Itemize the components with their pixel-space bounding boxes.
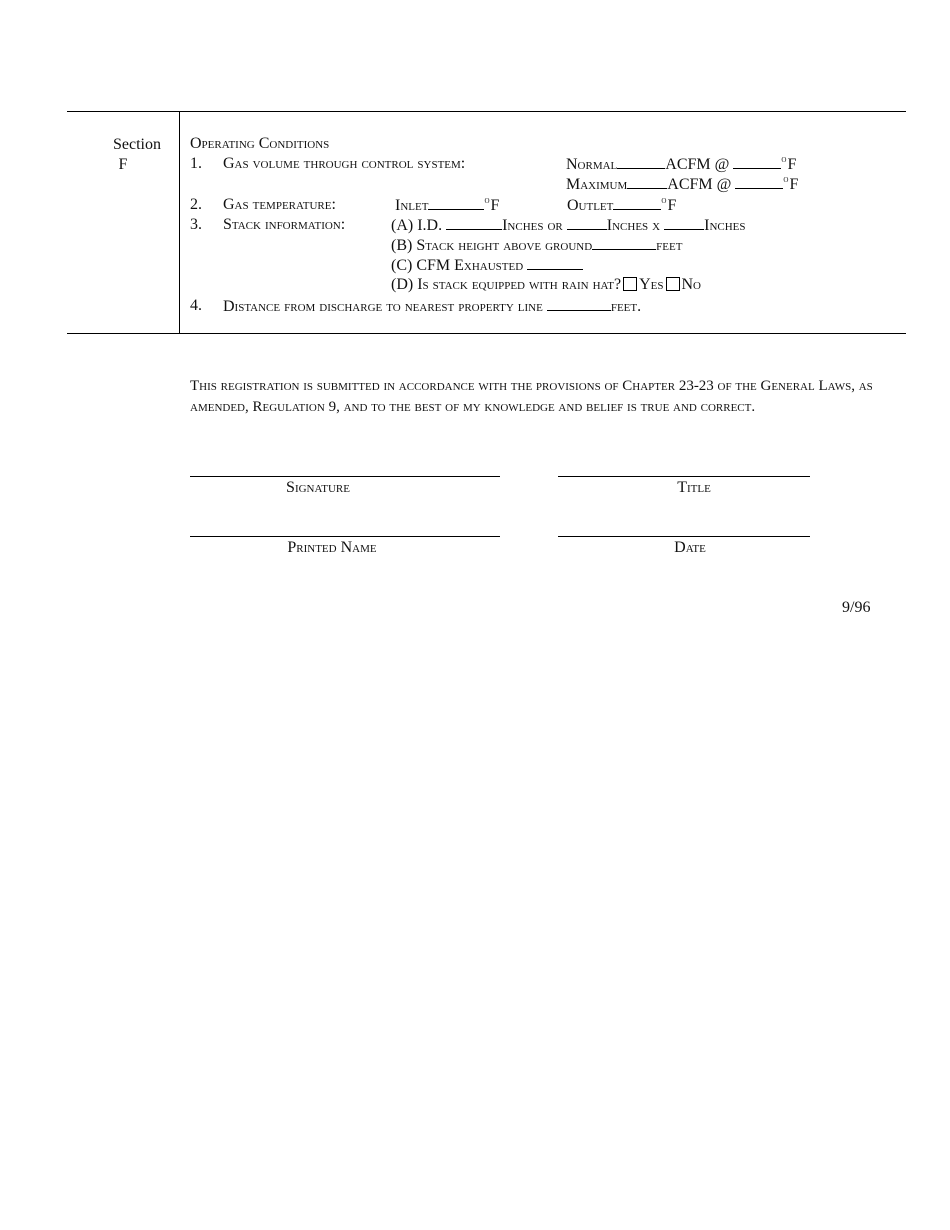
date-line[interactable] <box>558 536 810 537</box>
distance-unit: feet. <box>610 298 642 315</box>
rain-hat-yes-checkbox[interactable] <box>623 277 637 291</box>
stack-information-label: Stack information: <box>223 216 346 233</box>
gas-temperature-label: Gas temperature: <box>223 196 336 213</box>
stack-id-diameter-field[interactable] <box>446 216 502 230</box>
inlet-temp-field[interactable] <box>428 196 484 210</box>
title-line[interactable] <box>558 476 810 477</box>
item-4-number: 4. <box>190 297 202 314</box>
normal-degree-sign: o <box>781 154 787 165</box>
maximum-label: Maximum <box>566 176 628 193</box>
normal-fahrenheit: F <box>787 156 797 173</box>
table-bottom-border <box>67 333 906 334</box>
normal-acfm-field[interactable] <box>617 155 665 169</box>
maximum-temp-field[interactable] <box>735 175 783 189</box>
cfm-exhausted-row <box>391 256 583 275</box>
signature-caption: Signature <box>286 479 350 496</box>
outlet-degree-sign: o <box>661 195 667 206</box>
gas-volume-label: Gas volume through control system: <box>223 155 466 172</box>
cfm-exhausted-field[interactable] <box>527 256 583 270</box>
inlet-degree-sign: o <box>484 195 490 206</box>
maximum-fahrenheit: F <box>789 176 799 193</box>
printed-name-line[interactable] <box>190 536 500 537</box>
section-label: Section <box>113 136 161 153</box>
distance-field[interactable] <box>547 297 611 311</box>
rain-hat-row <box>391 276 701 294</box>
gas-volume-normal-row <box>566 155 796 176</box>
stack-id-inches-x: Inches x <box>606 217 661 234</box>
gas-volume-maximum-row <box>566 175 798 196</box>
stack-id-inches-or: Inches or <box>502 217 563 234</box>
normal-temp-field[interactable] <box>733 155 781 169</box>
maximum-degree-sign: o <box>783 174 789 185</box>
outlet-temp-field[interactable] <box>613 196 661 210</box>
inlet-label: Inlet <box>395 197 429 214</box>
maximum-acfm-field[interactable] <box>627 175 667 189</box>
outlet-row <box>567 196 676 217</box>
stack-id-depth-field[interactable] <box>664 216 704 230</box>
stack-id-prefix: (A) I.D. <box>391 217 443 234</box>
item-1-number: 1. <box>190 155 202 172</box>
stack-height-row <box>391 236 682 255</box>
date-caption: Date <box>674 539 706 556</box>
outlet-label: Outlet <box>567 197 614 214</box>
signature-line[interactable] <box>190 476 500 477</box>
rain-hat-question: (D) Is stack equipped with rain hat? <box>391 276 622 293</box>
certification-statement: This registration is submitted in accordance with the provisions of Chapter 23-23 of the General Laws, as amended, Regulation 9, and to the best of my knowledge and belief is true and correct. <box>190 378 873 415</box>
stack-id-inches: Inches <box>704 217 746 234</box>
inlet-fahrenheit: F <box>490 197 500 214</box>
normal-label: Normal <box>566 156 618 173</box>
maximum-acfm-unit: ACFM @ <box>667 176 732 193</box>
outlet-fahrenheit: F <box>667 197 677 214</box>
rain-hat-no-label: No <box>681 276 701 293</box>
stack-height-field[interactable] <box>592 236 656 250</box>
stack-id-row <box>391 216 746 235</box>
item-2-number: 2. <box>190 196 202 213</box>
normal-acfm-unit: ACFM @ <box>665 156 730 173</box>
stack-height-unit: feet <box>656 237 683 254</box>
inlet-row <box>395 196 499 217</box>
operating-conditions-heading: Operating Conditions <box>190 135 330 152</box>
distance-row <box>223 297 641 316</box>
stack-id-width-field[interactable] <box>567 216 607 230</box>
table-top-border <box>67 111 906 112</box>
section-column-divider <box>179 112 180 333</box>
section-letter: F <box>118 156 128 173</box>
stack-height-label: (B) Stack height above ground <box>391 237 593 254</box>
rain-hat-no-checkbox[interactable] <box>666 277 680 291</box>
printed-name-caption: Printed Name <box>287 539 377 556</box>
distance-label: Distance from discharge to nearest property line <box>223 298 543 315</box>
cfm-exhausted-label: (C) CFM Exhausted <box>391 257 524 274</box>
item-3-number: 3. <box>190 216 202 233</box>
form-revision-date: 9/96 <box>842 599 871 616</box>
title-caption: Title <box>677 479 711 496</box>
rain-hat-yes-label: Yes <box>639 276 664 293</box>
